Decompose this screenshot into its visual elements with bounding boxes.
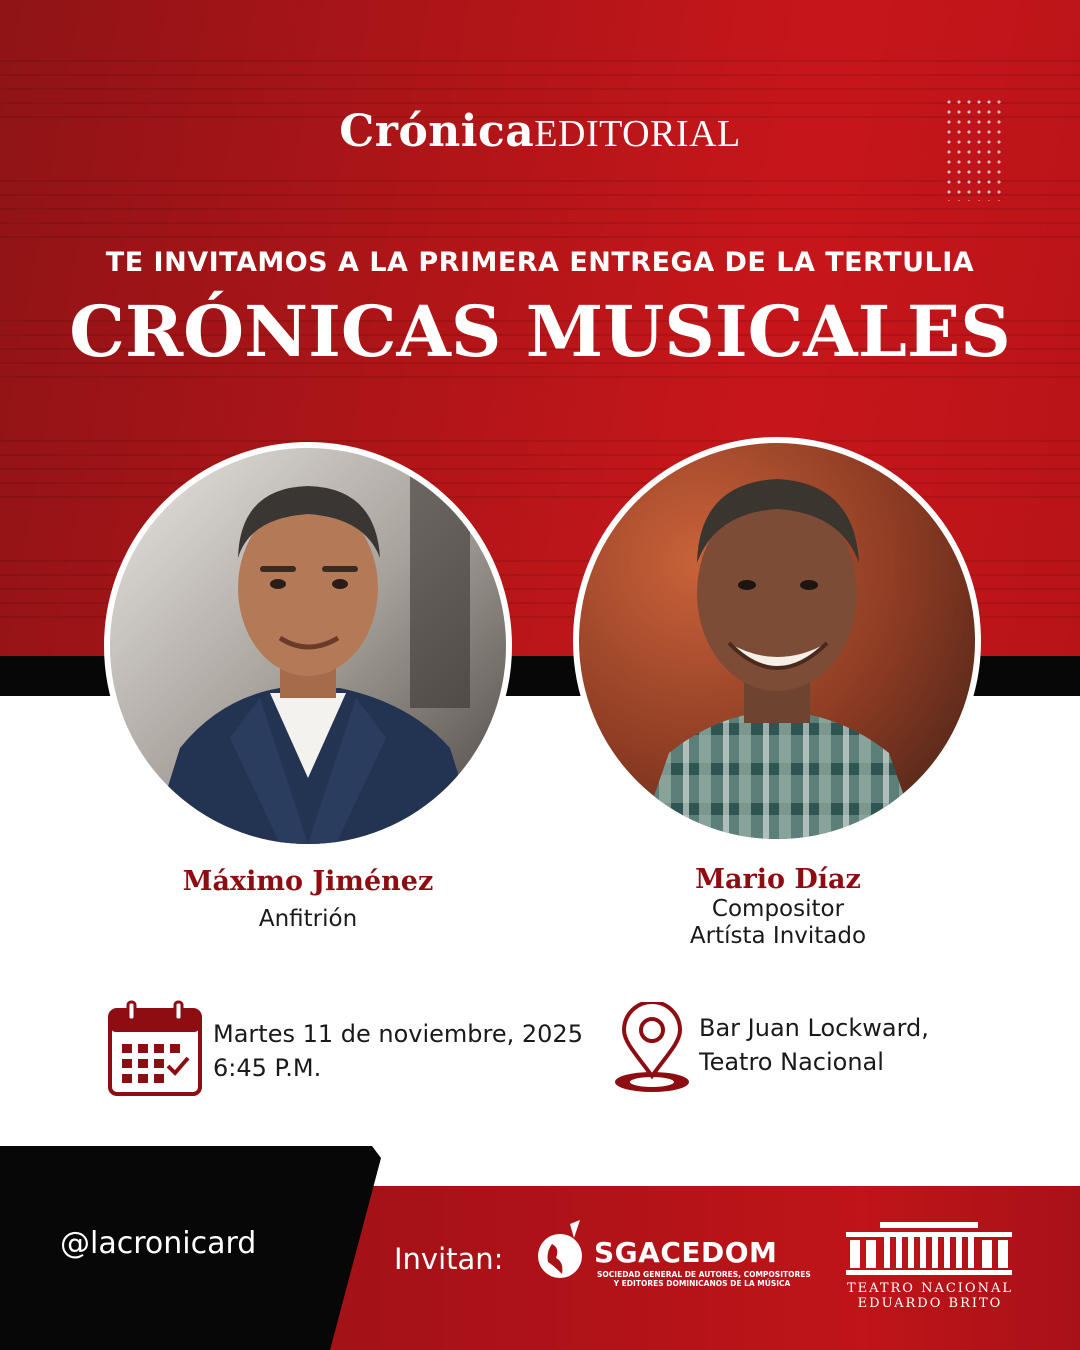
- portrait-illustration: [110, 448, 506, 844]
- event-venue: [699, 1011, 929, 1079]
- location-pin-icon: [612, 1002, 692, 1098]
- guest-photo-host: [104, 442, 512, 850]
- logo-sub-text: EDITORIAL: [534, 113, 741, 155]
- invite-heading: TE INVITAMOS A LA PRIMERA ENTREGA DE LA TERTULIA: [105, 247, 975, 278]
- sponsor-sgacedom-subtitle: [597, 1270, 811, 1288]
- event-datetime: [213, 1017, 583, 1085]
- guest-role-line2: Artísta Invitado: [689, 923, 867, 949]
- guest-role-line1: Compositor: [711, 896, 845, 922]
- cronica-editorial-logo: [0, 106, 1080, 157]
- sgacedom-emblem: [534, 1218, 594, 1290]
- portrait-illustration: [579, 443, 975, 839]
- event-date: Martes 11 de noviembre, 2025: [213, 1020, 583, 1048]
- calendar-icon: [108, 1000, 202, 1100]
- guest-photo-artist: [573, 437, 981, 845]
- event-time: 6:45 P.M.: [213, 1054, 322, 1082]
- guest-name-host: Máximo Jiménez: [182, 866, 434, 897]
- sponsor-teatro-line2: EDUARDO BRITO: [857, 1296, 1003, 1311]
- sponsor-sgacedom-sub2: Y EDITORES DOMINICANOS DE LA MÚSICA: [613, 1279, 791, 1288]
- social-handle: @lacronicard: [60, 1226, 257, 1261]
- guest-role-artist: [572, 896, 984, 950]
- teatro-nacional-building-icon: [846, 1220, 1012, 1282]
- guest-name-artist: Mario Díaz: [695, 864, 861, 895]
- series-title: CRÓNICAS MUSICALES: [69, 290, 1011, 373]
- guest-role-host: Anfitrión: [258, 906, 358, 932]
- venue-line-2: Teatro Nacional: [699, 1048, 884, 1076]
- invitan-label: Invitan:: [394, 1242, 504, 1276]
- sponsor-sgacedom-name: SGACEDOM: [594, 1236, 778, 1269]
- music-staff-decoration: [0, 440, 1080, 500]
- sponsor-teatro-line1: TEATRO NACIONAL: [847, 1281, 1013, 1296]
- logo-main-text: Crónica: [339, 106, 535, 157]
- music-staff-decoration: [0, 180, 1080, 240]
- venue-line-1: Bar Juan Lockward,: [699, 1014, 929, 1042]
- sponsor-sgacedom-sub1: SOCIEDAD GENERAL DE AUTORES, COMPOSITORES: [597, 1270, 811, 1279]
